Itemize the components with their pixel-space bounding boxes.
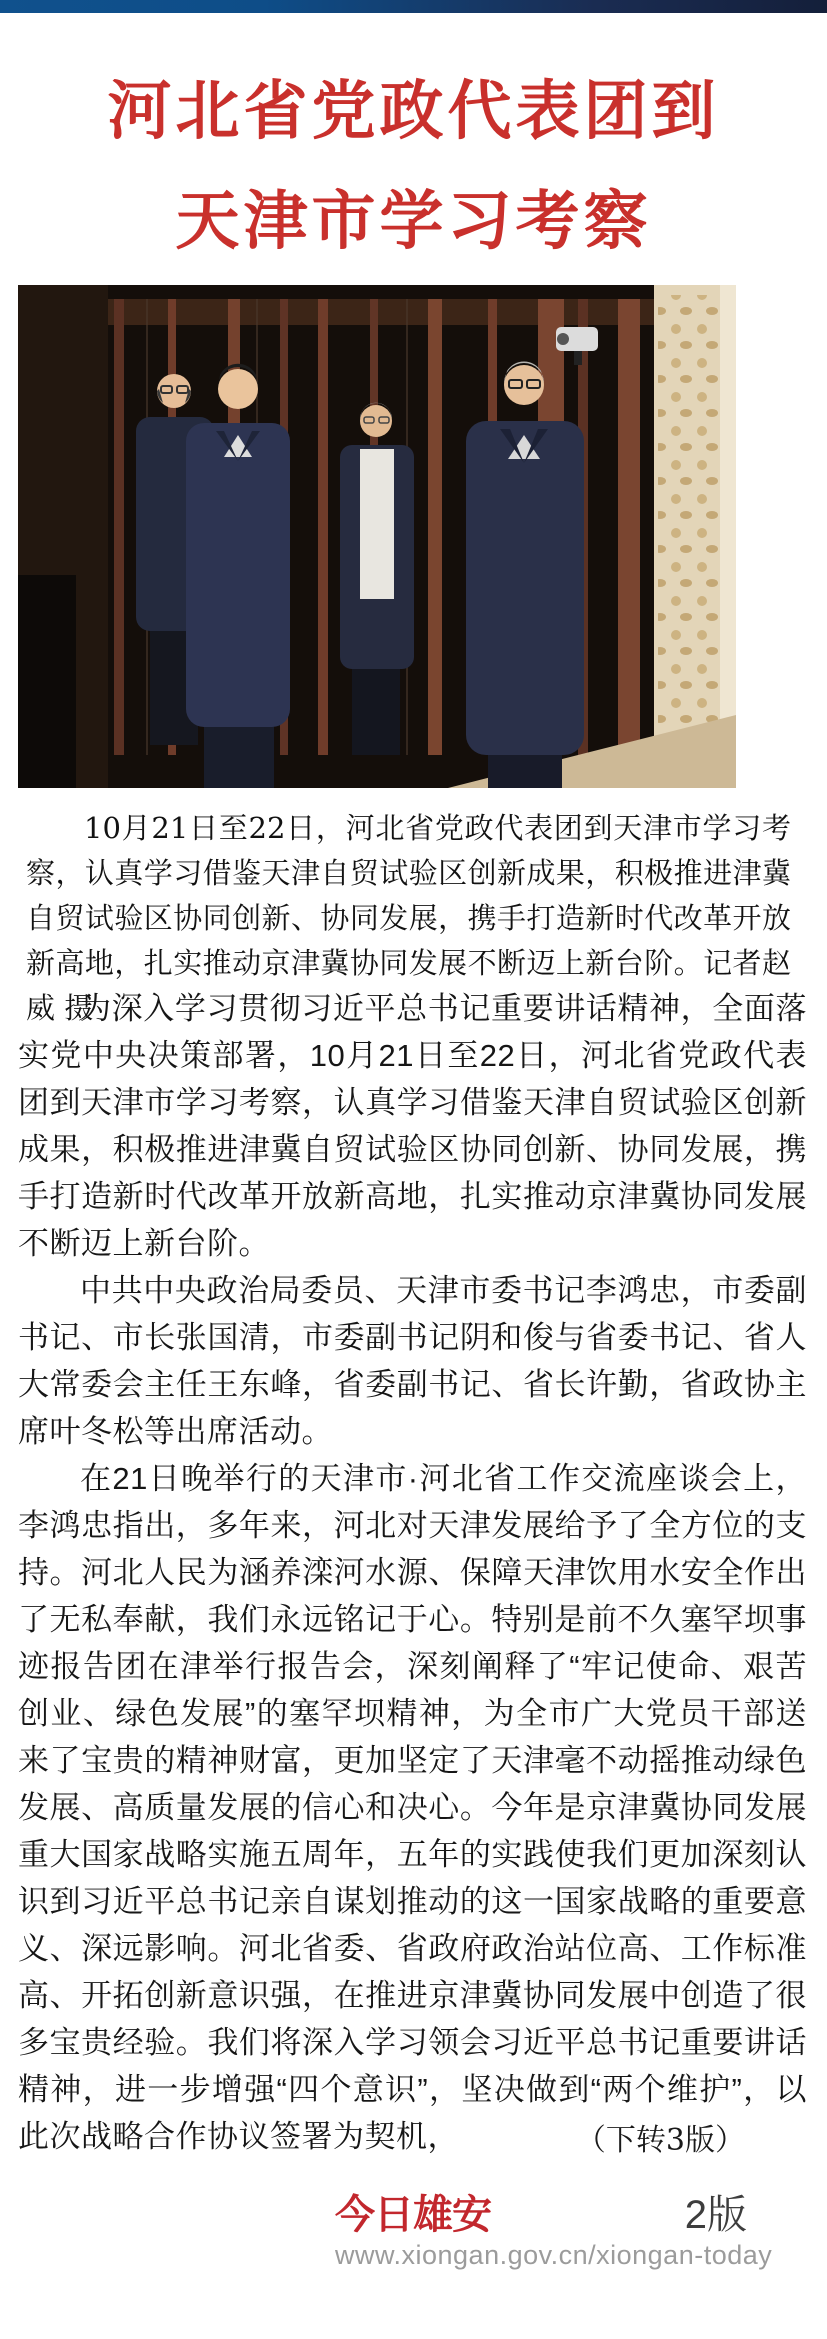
photo-caption: 10月21日至22日，河北省党政代表团到天津市学习考察，认真学习借鉴天津自贸试验区创新成果，积极推进津冀自贸试验区协同创新、协同发展，携手打造新时代改革开放新高地，扎实推动京津冀协同发展不断迈上新台阶。记者赵威 摄 [26,811,791,1025]
official-2 [186,364,290,788]
article-body [18,985,807,2160]
decorative-wall [654,285,736,788]
headline-line-1: 河北省党政代表团到 [107,76,720,147]
site-url: www.xiongan.gov.cn/xiongan-today [335,2240,773,2270]
photo-illustration [18,285,736,788]
background-figure [18,575,76,788]
top-gradient-bar [0,0,827,13]
headline-line-2: 天津市学习考察 [175,186,652,257]
page-number-label: 2版 [684,2193,747,2237]
door-lintel [108,299,658,325]
article-paragraph: 为深入学习贯彻习近平总书记重要讲话精神，全面落实党中央决策部署，10月21日至22日，河北省党政代表团到天津市学习考察，认真学习借鉴天津自贸试验区创新成果，积极推进津冀自贸试验区协同创新、协同发展，携手打造新时代改革开放新高地，扎实推动京津冀协同发展不断迈上新台阶。 [18,991,807,1261]
masthead-brand: 今日雄安 [335,2191,491,2238]
article-paragraph: 在21日晚举行的天津市·河北省工作交流座谈会上，李鸿忠指出，多年来，河北对天津发展给予了全方位的支持。河北人民为涵养滦河水源、保障天津饮用水安全作出了无私奉献，我们永远铭记于心。特别是前不久塞罕坝事迹报告团在津举行报告会，深刻阐释了“牢记使命、艰苦创业、绿色发展”的塞罕坝精神，为全市广大党员干部送来了宝贵的精神财富，更加坚定了天津毫不动摇推动绿色发展、高质量发展的信心和决心。今年是京津冀协同发展重大国家战略实施五周年，五年的实践使我们更加深刻认识到习近平总书记亲自谋划推动的这一国家战略的重要意义、深远影响。河北省委、省政府政治站位高、工作标准高、开拓创新意识强，在推进京津冀协同发展中创造了很多宝贵经验。我们将深入学习领会习近平总书记重要讲话精神，进一步增强“四个意识”，坚决做到“两个维护”，以此次战略合作协议签署为契机， [18,1461,807,2154]
official-4 [466,362,584,788]
continuation-note: （下转3版） [575,2123,745,2158]
article-photo [18,285,736,788]
article-paragraph: 中共中央政治局委员、天津市委书记李鸿忠，市委副书记、市长张国清，市委副书记阴和俊与省委书记、省人大常委会主任王东峰，省委副书记、省长许勤，省政协主席叶冬松等出席活动。 [18,1273,807,1449]
article-headline [0,57,827,277]
page-footer [335,2192,747,2238]
